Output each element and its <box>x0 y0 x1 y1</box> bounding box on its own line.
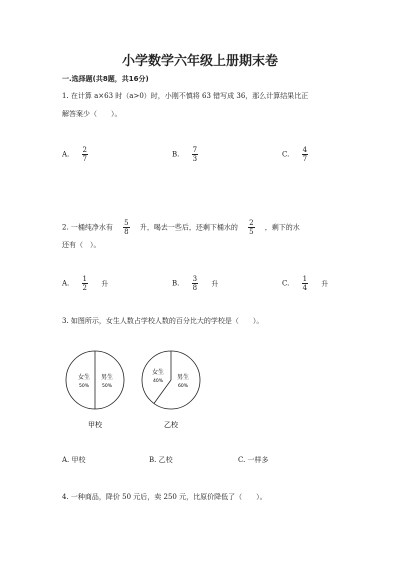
option-unit: 升 <box>101 279 109 288</box>
question-3-text: 3. 如图所示，女生人数占学校人数的百分比大的学校是（ ）。 <box>62 317 264 325</box>
q3-option-a[interactable]: A. 甲校 <box>62 456 86 464</box>
q1-option-a[interactable] <box>62 146 91 163</box>
q1-option-b[interactable] <box>172 146 201 163</box>
option-fraction <box>82 275 88 292</box>
question-2-line-1 <box>62 219 300 236</box>
pie-1-male-pct: 50% <box>101 384 113 389</box>
pie-2-male-pct: 60% <box>177 384 189 389</box>
pie-1-name: 甲校 <box>88 421 102 429</box>
q3-option-b[interactable]: B. 乙校 <box>149 456 173 464</box>
pie-charts-figure <box>60 340 210 435</box>
question-4-text: 4. 一种商品，降价 50 元后，卖 250 元，比原价降低了（ ）。 <box>62 493 267 501</box>
fraction-denominator: 3 <box>192 155 198 163</box>
fraction-denominator: 7 <box>302 155 308 163</box>
fraction-numerator: 2 <box>249 219 254 227</box>
pie-1-male-label: 男生 <box>100 374 114 381</box>
fraction-numerator: 7 <box>192 146 198 154</box>
fraction-numerator: 1 <box>302 275 308 283</box>
fraction-numerator: 4 <box>302 146 308 154</box>
option-letter: C. <box>282 279 290 288</box>
fraction-denominator: 4 <box>302 284 308 292</box>
option-fraction <box>302 146 308 163</box>
q2-text-part-2: 升，喝去一些后，还剩下桶水的 <box>139 223 238 232</box>
pie-1-female-pct: 50% <box>78 384 90 389</box>
option-fraction <box>302 275 308 292</box>
q2-option-b[interactable] <box>172 275 218 292</box>
option-unit: 升 <box>321 279 329 288</box>
page-title: 小学数学六年级上册期末卷 <box>121 54 278 69</box>
fraction-numerator: 2 <box>82 146 87 154</box>
fraction-numerator: 5 <box>124 219 129 227</box>
option-fraction <box>82 146 88 163</box>
option-unit: 升 <box>211 279 219 288</box>
q2-text-part-1: 2. 一桶纯净水有 <box>62 223 113 232</box>
q2-option-a[interactable] <box>62 275 108 292</box>
question-1-line-1: 1. 在计算 a×63 时（a>0）时，小刚不慎将 63 错写成 36，那么计算结果比正 <box>62 92 309 100</box>
pie-2-female-label: 女生 <box>151 369 165 376</box>
option-letter: C. <box>282 150 290 159</box>
fraction-denominator: 5 <box>249 228 254 236</box>
fraction-numerator: 1 <box>82 275 87 283</box>
q2-fraction-volume <box>123 219 129 236</box>
option-fraction <box>192 275 198 292</box>
q2-text-part-3: ，剩下的水 <box>264 223 300 232</box>
option-letter: A. <box>62 279 70 288</box>
question-1-line-2: 解答案少（ ）。 <box>62 110 122 118</box>
fraction-numerator: 3 <box>192 275 198 283</box>
fraction-denominator: 7 <box>82 155 87 163</box>
option-letter: B. <box>172 150 180 159</box>
option-fraction <box>192 146 198 163</box>
pie-2-name: 乙校 <box>164 421 178 429</box>
q3-option-c[interactable]: C. 一样多 <box>238 456 269 464</box>
option-letter: A. <box>62 150 70 159</box>
pie-2-female-pct: 40% <box>152 379 164 384</box>
q2-fraction-remaining <box>248 219 254 236</box>
fraction-denominator: 8 <box>192 284 198 292</box>
pie-2-male-label: 男生 <box>176 374 190 381</box>
option-letter: B. <box>172 279 180 288</box>
question-2-line-2: 还有（ ）。 <box>62 241 101 249</box>
fraction-denominator: 8 <box>124 228 129 236</box>
fraction-denominator: 2 <box>82 284 87 292</box>
section-heading: 一.选择题(共8题，共16分) <box>62 75 149 83</box>
q1-option-c[interactable] <box>282 146 311 163</box>
pie-1-female-label: 女生 <box>77 374 91 381</box>
q2-option-c[interactable] <box>282 275 328 292</box>
